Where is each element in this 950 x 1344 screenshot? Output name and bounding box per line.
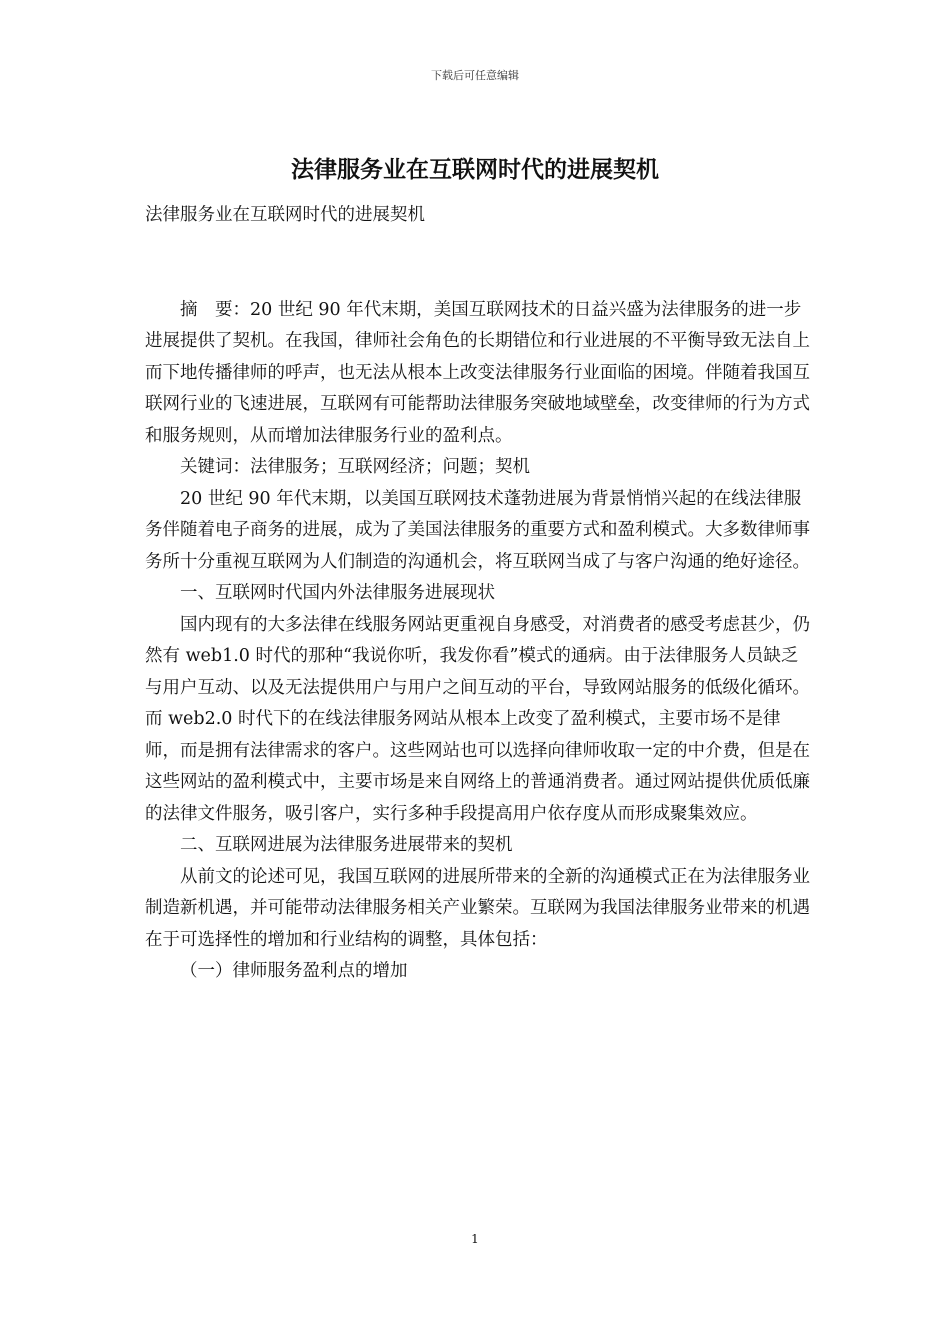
section-heading-1: 一、互联网时代国内外法律服务进展现状 xyxy=(180,583,495,603)
document-body xyxy=(145,200,815,988)
section-heading-2: 二、互联网进展为法律服务进展带来的契机 xyxy=(180,835,513,855)
document-title: 法律服务业在互联网时代的进展契机 xyxy=(291,156,659,183)
section-1-paragraph: 国内现有的大多法律在线服务网站更重视自身感受，对消费者的感受考虑甚少，仍然有 web1.0 时代的那种“我说你听，我发你看”模式的通病。由于法律服务人员缺乏与用户互动、以及无法提供用户与用户之间互动的平台，导致网站服务的低级化循环。而 web2.0 时代下的在线法律服务网站从根本上改变了盈利模式，主要市场不是律师，而是拥有法律需求的客户。这些网站也可以选择向律师收取一定的中介费，但是在这些网站的盈利模式中，主要市场是来自网络上的普通消费者。通过网站提供优质低廉的法律文件服务，吸引客户，实行多种手段提高用户依存度从而形成聚集效应。 xyxy=(145,614,810,824)
intro-paragraph: 20 世纪 90 年代末期，以美国互联网技术蓬勃进展为背景悄悄兴起的在线法律服务伴随着电子商务的进展，成为了美国法律服务的重要方式和盈利模式。大多数律师事务所十分重视互联网为人们制造的沟通机会，将互联网当成了与客户沟通的绝好途径。 xyxy=(145,488,810,572)
page-number: 1 xyxy=(471,1232,479,1246)
keywords-paragraph: 关键词：法律服务；互联网经济；问题；契机 xyxy=(180,457,530,477)
section-2-paragraph: 从前文的论述可见，我国互联网的进展所带来的全新的沟通模式正在为法律服务业制造新机遇，并可能带动法律服务相关产业繁荣。互联网为我国法律服务业带来的机遇在于可选择性的增加和行业结构的调整，具体包括： xyxy=(145,866,810,950)
document-subtitle: 法律服务业在互联网时代的进展契机 xyxy=(145,205,425,225)
abstract-paragraph: 摘 要：20 世纪 90 年代末期，美国互联网技术的日益兴盛为法律服务的进一步进展提供了契机。在我国，律师社会角色的长期错位和行业进展的不平衡导致无法自上而下地传播律师的呼声，也无法从根本上改变法律服务行业面临的困境。伴随着我国互联网行业的飞速进展，互联网有可能帮助法律服务突破地域壁垒，改变律师的行为方式和服务规则，从而增加法律服务行业的盈利点。 xyxy=(145,299,810,446)
page-header-note: 下载后可任意编辑 xyxy=(431,69,519,82)
subsection-heading-1: （一）律师服务盈利点的增加 xyxy=(180,961,408,981)
